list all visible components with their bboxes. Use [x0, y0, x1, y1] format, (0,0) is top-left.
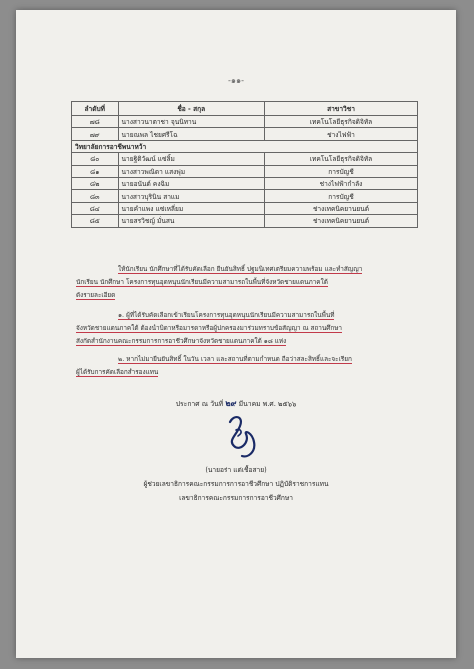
- table-row: [72, 153, 418, 165]
- table-row: [72, 116, 418, 128]
- row-name: นางสาวพณิดา แสงพุ่ม: [118, 165, 264, 177]
- row-no: ๗๙: [72, 128, 119, 140]
- paragraph-3-line-2: ผู้ได้รับการคัดเลือกสำรองแทน: [76, 368, 159, 376]
- paragraph-2: [76, 309, 421, 348]
- row-no: ๘๐: [72, 153, 119, 165]
- row-no: ๘๓: [72, 190, 119, 202]
- row-major: ช่างไฟฟ้า: [264, 128, 417, 140]
- table-row: [72, 190, 418, 202]
- paragraph-1-line-2: นักเรียน นักศึกษา โครงการทุนอุดหนุนนักเรียนมีความสามารถในพื้นที่จังหวัดชายแดนภาคใต้: [76, 278, 328, 286]
- signature-icon: [224, 412, 260, 460]
- row-name: นายฐิติวัฒน์ แซ่ลิ้ม: [118, 153, 264, 165]
- row-major: ช่างเทคนิคยานยนต์: [264, 202, 417, 214]
- date-prefix: ประกาศ ณ วันที่: [175, 400, 224, 408]
- header-major: สาขาวิชา: [264, 102, 417, 116]
- row-major: เทคโนโลยีธุรกิจดิจิทัล: [264, 153, 417, 165]
- paragraph-2-line-2: จังหวัดชายแดนภาคใต้ ต้องนำบิดาหรือมารดาหรือผู้ปกครองมาร่วมทราบข้อสัญญา ณ สถานศึกษา: [76, 324, 342, 332]
- row-no: ๘๒: [72, 177, 119, 189]
- signer-name: (นายอร่า แต่เชื้อสาย): [205, 466, 267, 474]
- row-name: นายสรวิชญ์ มั่นสน: [118, 215, 264, 227]
- student-table: [71, 101, 418, 228]
- table-row: [72, 215, 418, 227]
- row-name: นายณพล ไชยศรีโฉ: [118, 128, 264, 140]
- table-section-row: [72, 140, 418, 152]
- date-rest: มีนาคม พ.ศ. ๒๕๖๖: [238, 400, 297, 408]
- row-name: นางสาวบุรินิน สาแม: [118, 190, 264, 202]
- row-major: ช่างเทคนิคยานยนต์: [264, 215, 417, 227]
- date-day: ๒๙: [225, 399, 237, 408]
- paragraph-1: [76, 263, 421, 302]
- signer-role: ผู้ช่วยเลขาธิการคณะกรรมการการอาชีวศึกษา ปฏิบัติราชการแทน: [143, 480, 329, 488]
- paragraph-1-line-1: ให้นักเรียน นักศึกษาที่ได้รับคัดเลือก ยืนยันสิทธิ์ ปฐมนิเทศเตรียมความพร้อม และทำสัญญา: [118, 265, 363, 273]
- signature-mark: [224, 412, 260, 464]
- row-no: ๘๔: [72, 202, 119, 214]
- header-name: ชื่อ - สกุล: [118, 102, 264, 116]
- row-name: นายอนันต์ คงฉิม: [118, 177, 264, 189]
- signer-organization: เลขาธิการคณะกรรมการการอาชีวศึกษา: [179, 494, 293, 502]
- announcement-date: [16, 397, 456, 410]
- page-number: -๑๑-: [228, 76, 244, 85]
- table-row: [72, 202, 418, 214]
- row-name: นางสาวนาตาชา จุนนิทาน: [118, 116, 264, 128]
- paragraph-3: [76, 353, 421, 379]
- table-header-row: [72, 102, 418, 116]
- row-no: ๘๕: [72, 215, 119, 227]
- row-no: ๗๘: [72, 116, 119, 128]
- table-row: [72, 128, 418, 140]
- table-row: [72, 177, 418, 189]
- row-major: เทคโนโลยีธุรกิจดิจิทัล: [264, 116, 417, 128]
- row-no: ๘๑: [72, 165, 119, 177]
- header-order: ลำดับที่: [72, 102, 119, 116]
- paragraph-2-line-3: สังกัดสำนักงานคณะกรรมการการอาชีวศึกษาจังหวัดชายแดนภาคใต้ ๑๘ แห่ง: [76, 337, 287, 345]
- table-row: [72, 165, 418, 177]
- section-title: วิทยาลัยการอาชีพนาหว้า: [72, 140, 418, 152]
- row-major: การบัญชี: [264, 165, 417, 177]
- paragraph-3-line-1: ๒. หากไม่มายืนยันสิทธิ์ ในวัน เวลา และสถานที่ตามกำหนด ถือว่าสละสิทธิ์และจะเรียก: [118, 355, 352, 363]
- row-name: นายคำแพง แซ่เหลี่ยม: [118, 202, 264, 214]
- document-page: [16, 10, 456, 658]
- row-major: ช่างไฟฟ้ากำลัง: [264, 177, 417, 189]
- paragraph-1-line-3: ดังรายละเอียด: [76, 291, 116, 299]
- paragraph-2-line-1: ๑. ผู้ที่ได้รับคัดเลือกเข้าเรียนโครงการทุนอุดหนุนนักเรียนมีความสามารถในพื้นที่: [118, 311, 335, 319]
- row-major: การบัญชี: [264, 190, 417, 202]
